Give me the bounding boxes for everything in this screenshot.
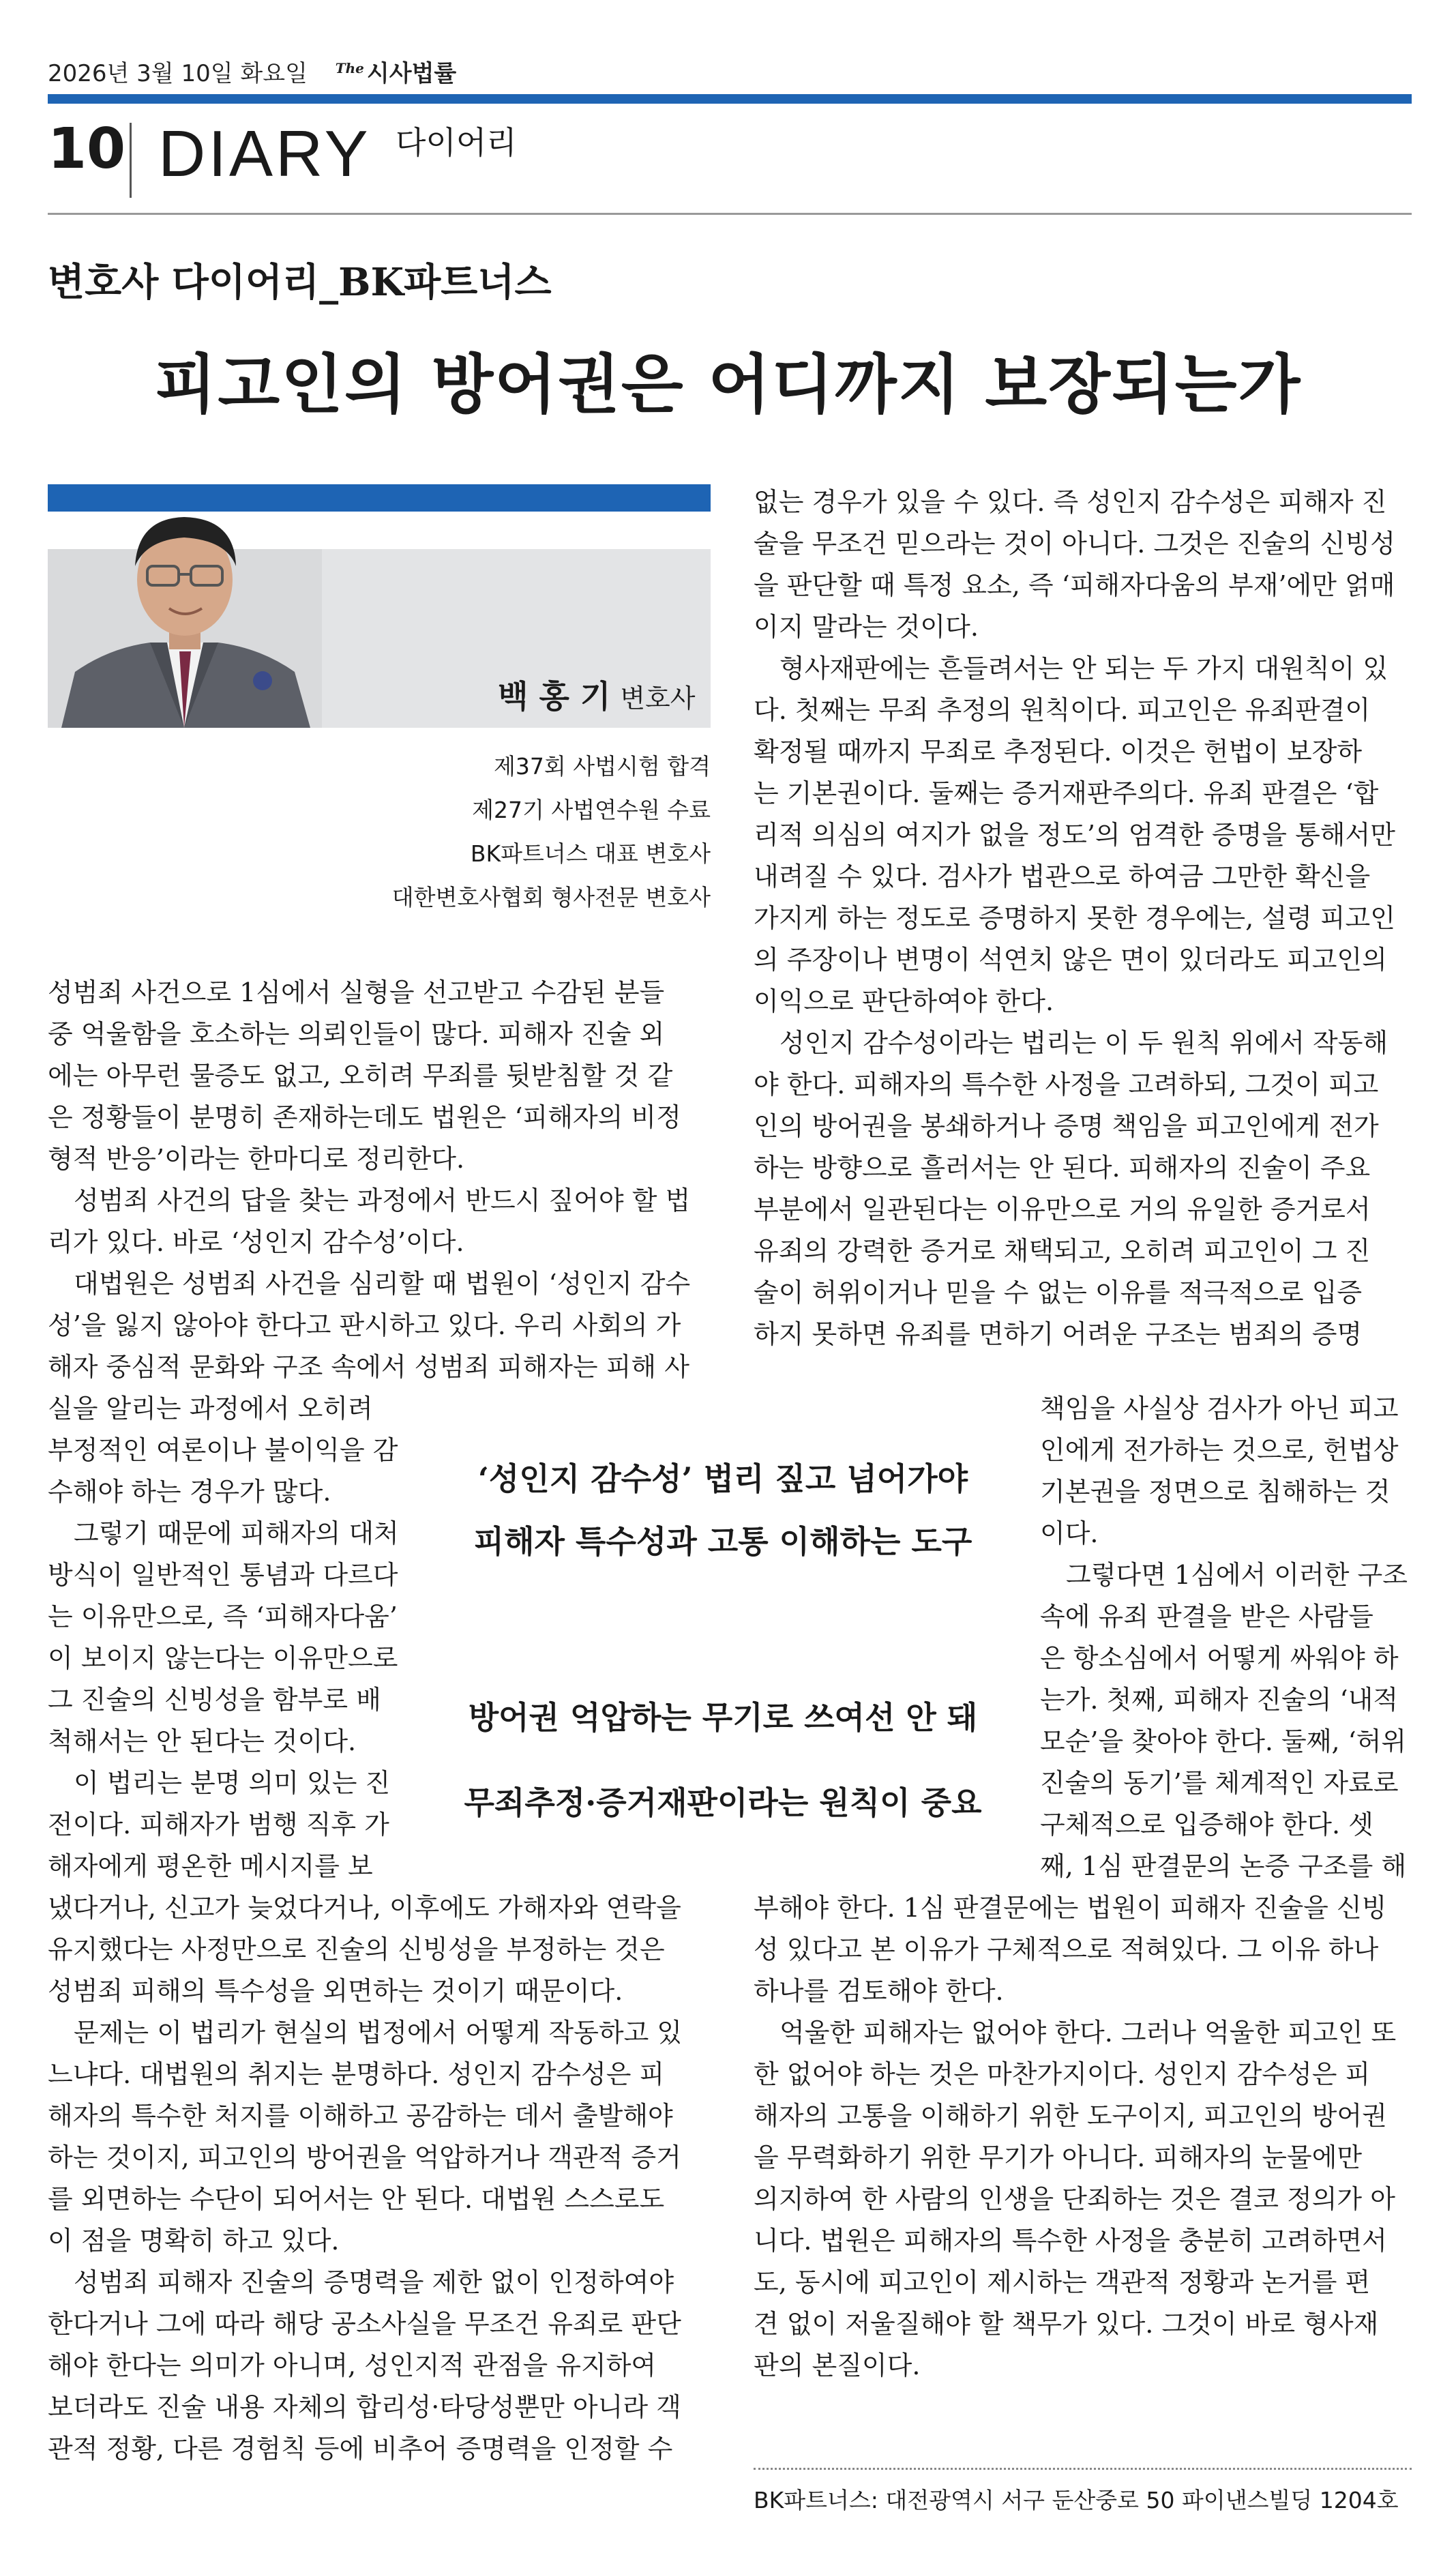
body-text-line: 관적 정황, 다른 경험칙 등에 비추어 증명력을 인정할 수 — [48, 2434, 673, 2464]
newspaper-logo-name: 시사법률 — [366, 60, 457, 87]
body-text-line: 하지 못하면 유죄를 면하기 어려운 구조는 범죄의 증명 — [754, 1319, 1363, 1349]
body-text-line: 이지 말라는 것이다. — [754, 612, 979, 642]
credential-item: 대한변호사협회 형사전문 변호사 — [391, 884, 711, 911]
footer-address: BK파트너스: 대전광역시 서구 둔산중로 50 파이낸스빌딩 1204호 — [754, 2487, 1399, 2513]
body-text-line: 부정적인 여론이나 불이익을 감 — [48, 1435, 398, 1465]
body-text-line: 이 점을 명확히 하고 있다. — [48, 2226, 340, 2256]
author-name: 백 홍 기 — [498, 678, 611, 715]
body-text-line: 는가. 첫째, 피해자 진술의 ‘내적 — [1040, 1685, 1399, 1715]
body-col1-narrow — [48, 1388, 416, 1887]
body-text-line: 야 한다. 피해자의 특수한 사정을 고려하되, 그것이 피고 — [754, 1070, 1379, 1100]
body-text-line: 이익으로 판단하여야 한다. — [754, 986, 1054, 1016]
body-text-line: 구체적으로 입증해야 한다. 셋 — [1040, 1810, 1373, 1840]
body-text-line: 형적 반응’이라는 한마디로 정리한다. — [48, 1144, 465, 1174]
body-text-line: 에는 아무런 물증도 없고, 오히려 무죄를 뒷받침할 것 같 — [48, 1061, 673, 1091]
body-text-line: 술을 무조건 믿으라는 것이 아니다. 그것은 진술의 신빙성 — [754, 529, 1395, 559]
body-text-line: 해자에게 평온한 메시지를 보 — [48, 1851, 373, 1881]
body-text-line: 성범죄 사건의 답을 찾는 과정에서 반드시 짚어야 할 법 — [74, 1185, 691, 1215]
body-text-line: 보더라도 진술 내용 자체의 합리성·타당성뿐만 아니라 객 — [48, 2392, 681, 2422]
body-text-line: 한다거나 그에 따라 해당 공소사실을 무조건 유죄로 판단 — [48, 2309, 681, 2339]
body-text-line: 그 진술의 신빙성을 함부로 배 — [48, 1685, 381, 1715]
body-text-line: 책임을 사실상 검사가 아닌 피고 — [1040, 1394, 1399, 1424]
pull-quote-line: 피해자 특수성과 고통 이해하는 도구 — [473, 1523, 972, 1560]
body-text-line: 견 없이 저울질해야 할 책무가 있다. 그것이 바로 형사재 — [754, 2309, 1379, 2339]
body-text-line: 진술의 동기’를 체계적인 자료로 — [1040, 1768, 1399, 1798]
pull-quote-line: 방어권 억압하는 무기로 쓰여선 안 돼 — [468, 1699, 978, 1736]
body-text-line: 유죄의 강력한 증거로 채택되고, 오히려 피고인이 그 진 — [754, 1236, 1371, 1266]
credential-item: 제37회 사법시험 합격 — [494, 753, 711, 780]
pull-quote-line: ‘성인지 감수성’ 법리 짚고 넘어가야 — [477, 1460, 968, 1497]
body-text-line: 하나를 검토해야 한다. — [754, 1976, 1004, 2006]
issue-date-line — [48, 55, 456, 88]
body-text-line: 성’을 잃지 않아야 한다고 판시하고 있다. 우리 사회의 가 — [48, 1310, 681, 1340]
author-portrait — [48, 464, 322, 728]
body-text-line: 부분에서 일관된다는 이유만으로 거의 유일한 증거로서 — [754, 1194, 1371, 1224]
body-text-line: 성범죄 사건으로 1심에서 실형을 선고받고 수감된 분들 — [48, 977, 665, 1007]
body-text-line: 해자 중심적 문화와 구조 속에서 성범죄 피해자는 피해 사 — [48, 1352, 689, 1382]
body-text-line: 성 있다고 본 이유가 구체적으로 적혀있다. 그 이유 하나 — [754, 1934, 1379, 1964]
body-text-line: 냈다거나, 신고가 늦었다거나, 이후에도 가해자와 연락을 — [48, 1893, 681, 1923]
body-text-line: 부해야 한다. 1심 판결문에는 법원이 피해자 진술을 신빙 — [754, 1893, 1387, 1923]
column-name: 변호사 다이어리_BK파트너스 — [48, 260, 552, 305]
body-col2-top — [754, 482, 1412, 1355]
issue-date: 2026년 3월 10일 화요일 — [48, 60, 308, 87]
body-text-line: 실을 알리는 과정에서 오히려 — [48, 1394, 373, 1424]
body-text-line: 기본권을 정면으로 침해하는 것 — [1040, 1477, 1391, 1507]
body-text-line: 형사재판에는 흔들려서는 안 되는 두 가지 대원칙이 있 — [779, 653, 1388, 683]
body-text-line: 도, 동시에 피고인이 제시하는 객관적 정황과 논거를 편 — [754, 2267, 1371, 2297]
body-col1-bottom — [48, 1887, 713, 2470]
footer-dotted-rule — [754, 2468, 1412, 2470]
body-text-line: 하는 방향으로 흘러서는 안 된다. 피해자의 진술이 주요 — [754, 1153, 1371, 1183]
author-title: 변호사 — [620, 683, 696, 713]
body-text-line: 해야 한다는 의미가 아니며, 성인지적 관점을 유지하여 — [48, 2350, 657, 2380]
body-text-line: 이 법리는 분명 의미 있는 진 — [74, 1768, 391, 1798]
body-text-line: 이다. — [1040, 1518, 1099, 1548]
body-text-line: 성범죄 피해의 특수성을 외면하는 것이기 때문이다. — [48, 1976, 623, 2006]
body-text-line: 은 정황들이 분명히 존재하는데도 법원은 ‘피해자의 비정 — [48, 1102, 681, 1132]
body-text-line: 술이 허위이거나 믿을 수 없는 이유를 적극적으로 입증 — [754, 1278, 1363, 1308]
body-text-line: 리가 있다. 바로 ‘성인지 감수성’이다. — [48, 1227, 464, 1257]
body-text-line: 판의 본질이다. — [754, 2350, 921, 2380]
body-text-line: 인의 방어권을 봉쇄하거나 증명 책임을 피고인에게 전가 — [754, 1111, 1379, 1141]
body-text-line: 성인지 감수성이라는 법리는 이 두 원칙 위에서 작동해 — [779, 1028, 1388, 1058]
body-text-line: 는 기본권이다. 둘째는 증거재판주의다. 유죄 판결은 ‘합 — [754, 778, 1379, 808]
body-text-line: 내려질 수 있다. 검사가 법관으로 하여금 그만한 확신을 — [754, 861, 1371, 891]
body-text-line: 없는 경우가 있을 수 있다. 즉 성인지 감수성은 피해자 진 — [754, 487, 1387, 517]
header-separator — [130, 123, 132, 198]
body-text-line: 확정될 때까지 무죄로 추정된다. 이것은 헌법이 보장하 — [754, 737, 1363, 767]
article-headline: 피고인의 방어권은 어디까지 보장되는가 — [154, 347, 1302, 422]
body-col2-narrow — [1040, 1388, 1412, 1887]
body-text-line: 성범죄 피해자 진술의 증명력을 제한 없이 인정하여야 — [74, 2267, 674, 2297]
body-text-line: 느냐다. 대법원의 취지는 분명하다. 성인지 감수성은 피 — [48, 2059, 665, 2089]
credential-item: BK파트너스 대표 변호사 — [470, 840, 711, 867]
body-text-line: 는 이유만으로, 즉 ‘피해자다움’ — [48, 1602, 398, 1632]
body-text-line: 수해야 하는 경우가 많다. — [48, 1477, 331, 1507]
body-text-line: 유지했다는 사정만으로 진술의 신빙성을 부정하는 것은 — [48, 1934, 665, 1964]
author-credentials — [286, 745, 711, 919]
body-text-line: 억울한 피해자는 없어야 한다. 그러나 억울한 피고인 또 — [779, 2018, 1397, 2048]
body-text-line: 의지하여 한 사람의 인생을 단죄하는 것은 결코 정의가 아 — [754, 2184, 1395, 2214]
body-text-line: 리적 의심의 여지가 없을 정도’의 엄격한 증명을 통해서만 — [754, 820, 1395, 850]
body-text-line: 째, 1심 판결문의 논증 구조를 해 — [1040, 1851, 1407, 1881]
section-title-en: DIARY — [158, 117, 371, 190]
body-text-line: 다. 첫째는 무죄 추정의 원칙이다. 피고인은 유죄판결이 — [754, 695, 1371, 725]
top-accent-rule — [48, 94, 1412, 104]
body-text-line: 은 항소심에서 어떻게 싸워야 하 — [1040, 1643, 1399, 1673]
body-text-line: 대법원은 성범죄 사건을 심리할 때 법원이 ‘성인지 감수 — [74, 1269, 691, 1299]
body-text-line: 전이다. 피해자가 범행 직후 가 — [48, 1810, 389, 1840]
body-text-line: 을 판단할 때 특정 요소, 즉 ‘피해자다움의 부재’에만 얽매 — [754, 570, 1395, 600]
body-text-line: 속에 유죄 판결을 받은 사람들 — [1040, 1602, 1373, 1632]
body-text-line: 을 무력화하기 위한 무기가 아니다. 피해자의 눈물에만 — [754, 2142, 1363, 2172]
pull-quote-line: 무죄추정·증거재판이라는 원칙이 중요 — [464, 1784, 982, 1821]
body-text-line: 중 억울함을 호소하는 의뢰인들이 많다. 피해자 진술 외 — [48, 1019, 665, 1049]
body-text-line: 척해서는 안 된다는 것이다. — [48, 1726, 357, 1756]
body-text-line: 그렇다면 1심에서 이러한 구조 — [1066, 1560, 1408, 1590]
body-text-line: 가지게 하는 정도로 증명하지 못한 경우에는, 설령 피고인 — [754, 903, 1395, 933]
page-number: 10 — [48, 117, 126, 181]
newspaper-logo — [336, 60, 457, 87]
body-text-line: 의 주장이나 변명이 석연치 않은 면이 있더라도 피고인의 — [754, 945, 1387, 975]
body-text-line: 해자의 특수한 처지를 이해하고 공감하는 데서 출발해야 — [48, 2101, 673, 2131]
body-col1-top — [48, 972, 713, 1388]
body-text-line: 방식이 일반적인 통념과 다르다 — [48, 1560, 398, 1590]
credential-item: 제27기 사법연수원 수료 — [472, 797, 711, 823]
body-text-line: 하는 것이지, 피고인의 방어권을 억압하거나 객관적 증거 — [48, 2142, 681, 2172]
newspaper-logo-prefix: The — [335, 59, 364, 76]
body-text-line: 해자의 고통을 이해하기 위한 도구이지, 피고인의 방어권 — [754, 2101, 1387, 2131]
author-byline — [498, 672, 695, 717]
body-text-line: 니다. 법원은 피해자의 특수한 사정을 충분히 고려하면서 — [754, 2226, 1387, 2256]
body-text-line: 모순’을 찾아야 한다. 둘째, ‘허위 — [1040, 1726, 1407, 1756]
body-text-line: 문제는 이 법리가 현실의 법정에서 어떻게 작동하고 있 — [74, 2018, 683, 2048]
body-text-line: 한 없어야 하는 것은 마찬가지이다. 성인지 감수성은 피 — [754, 2059, 1371, 2089]
body-col2-bottom — [754, 1887, 1412, 2387]
section-title-ko: 다이어리 — [396, 124, 517, 161]
body-text-line: 를 외면하는 수단이 되어서는 안 된다. 대법원 스스로도 — [48, 2184, 665, 2214]
body-text-line: 인에게 전가하는 것으로, 헌법상 — [1040, 1435, 1399, 1465]
body-text-line: 그렇기 때문에 피해자의 대처 — [74, 1518, 399, 1548]
header-rule — [48, 213, 1412, 215]
body-text-line: 이 보이지 않는다는 이유만으로 — [48, 1643, 398, 1673]
